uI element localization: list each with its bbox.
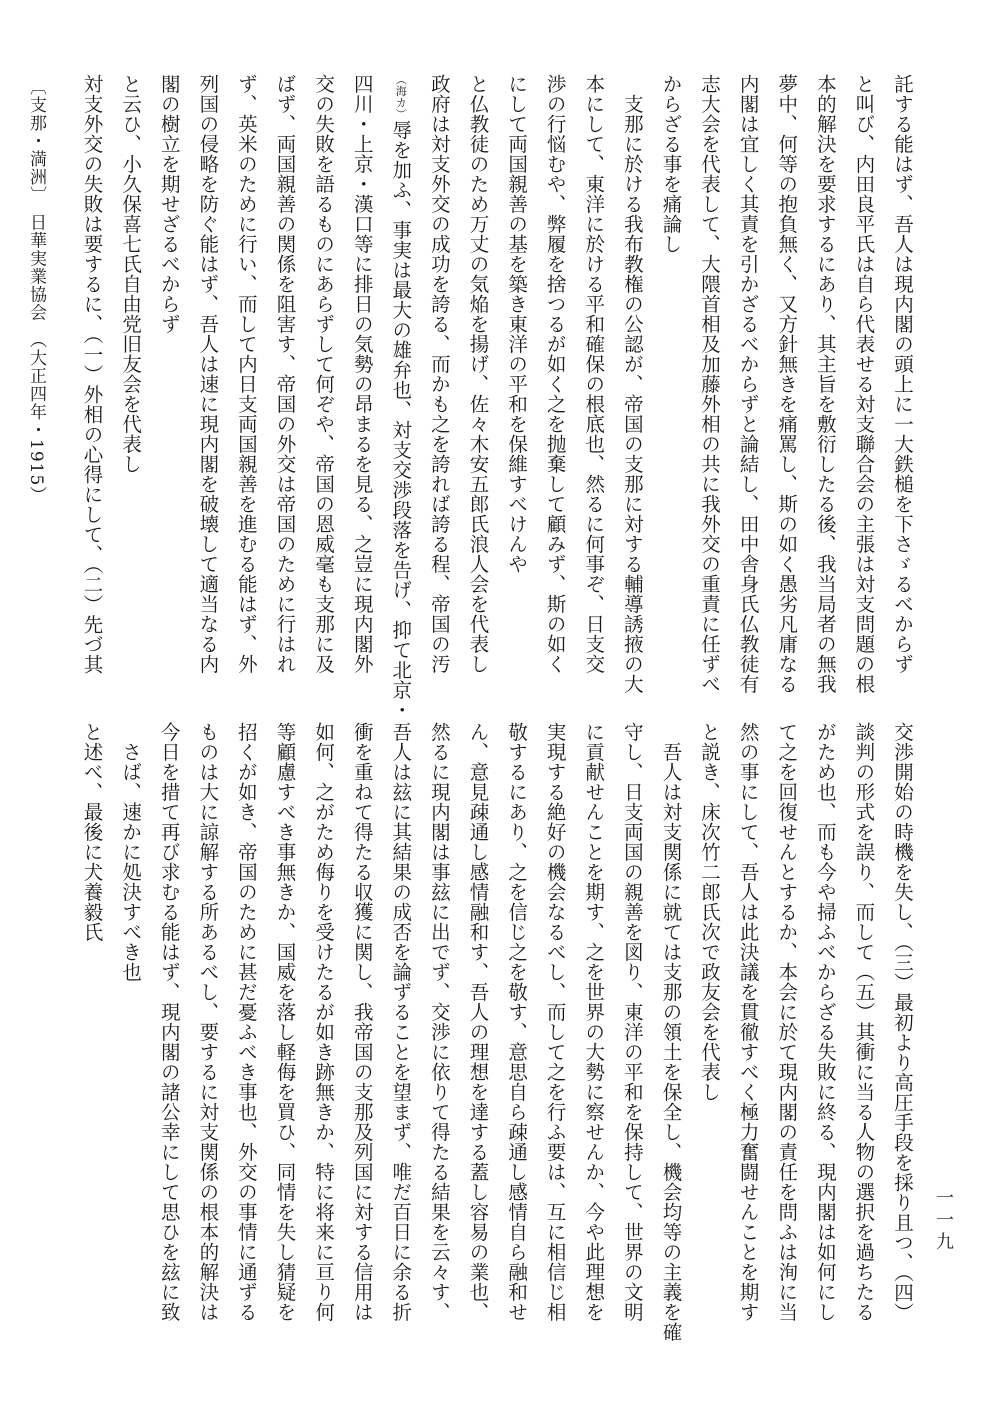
text-column: 然の事にして、吾人は此決議を貫徹すべく極力奮闘せんことを期す: [736, 722, 760, 1322]
text-column: と云ひ、小久保喜七氏自由党旧友会を代表し: [119, 74, 143, 474]
text-column: がため也、而も今や掃ふべからざる失敗に終る、現内閣は如何にし: [813, 722, 837, 1322]
text-column: ず、英米のために行い、而して内日支両国親善を進むる能はず、外: [234, 74, 258, 674]
text-column: 今日を措て再び求むる能はず、現内閣の諸公幸にして思ひを玆に致: [157, 722, 181, 1322]
text-column: 談判の形式を誤り、而して（五）其衝に当る人物の選択を過ちたる: [852, 722, 876, 1322]
text-column: て之を回復せんとするか、本会に於て現内閣の責任を問ふは洵に当: [775, 722, 799, 1322]
text-column: 実現する絶好の機会なるべし、而して之を行ふ要は、互に相信じ相: [543, 722, 567, 1322]
page-number: 一一九: [933, 1188, 954, 1254]
text-column: に貢献せんことを期す、之を世界の大勢に察せんか、今や此理想を: [582, 722, 606, 1322]
text-column-body: 辱を加ふ、事実は最大の雄弁也、対支交渉段落を告げ、抑て北京・: [389, 120, 413, 720]
text-column: 本にして、東洋に於ける平和確保の根底也、然るに何事ぞ、日支交: [582, 74, 606, 674]
upper-text-block: [72, 74, 921, 720]
text-column: にして両国親善の基を築き東洋の平和を保維すべけんや: [505, 74, 529, 574]
text-column: 列国の侵略を防ぐ能はず、吾人は速に現内閣を破壊して適当なる内: [196, 74, 220, 674]
ruby-note: （海カ）: [394, 74, 408, 120]
text-column: 如何、之がため侮りを受けたるが如き跡無きか、特に将来に亘り何: [312, 722, 336, 1322]
text-column: 等顧慮すべき事無きか、国威を落し軽侮を買ひ、同情を失し猜疑を: [273, 722, 297, 1322]
text-column: ばず、両国親善の関係を阻害す、帝国の外交は帝国のために行はれ: [273, 74, 297, 674]
text-column: 敬するにあり、之を信じ之を敬す、意思自ら疎通し感情自ら融和せ: [505, 722, 529, 1322]
text-column: 然るに現内閣は事玆に出でず、交渉に依りて得たる結果を云々す、: [427, 722, 451, 1322]
text-column: と叫び、内田良平氏は自ら代表せる対支聯合会の主張は対支問題の根: [852, 74, 876, 694]
text-column: 夢中、何等の抱負無く、又方針無きを痛罵し、斯の如く愚劣凡庸なる: [775, 74, 799, 694]
text-column: [381, 74, 420, 720]
text-column: と述べ、最後に犬養毅氏: [80, 722, 104, 942]
text-column: 吾人は対支関係に就ては支那の領土を保全し、機会均等の主義を確: [659, 722, 683, 1342]
text-column: と説き、床次竹二郎氏次で政友会を代表し: [698, 722, 722, 1102]
text-column: 託する能はず、吾人は現内閣の頭上に一大鉄槌を下さゞるべからず: [891, 74, 914, 674]
text-column: 本的解決を要求するにあり、其主旨を敷衍したる後、我当局者の無我: [813, 74, 837, 694]
text-column: 交の失敗を語るものにあらずして何ぞや、帝国の恩威毫も支那に及: [312, 74, 336, 674]
text-column: 守し、日支両国の親善を図り、東洋の平和を保持して、世界の文明: [620, 722, 644, 1322]
text-column: 支那に於ける我布教権の公認が、帝国の支那に対する輔導誘掖の大: [620, 74, 644, 694]
text-column: 交渉開始の時機を失し、（三）最初より高圧手段を採り且つ、（四）: [891, 722, 914, 1323]
text-column: 対支外交の失敗は要するに、（一）外相の心得にして、（二）先づ其: [80, 74, 104, 675]
text-column: と仏教徒のため万丈の気焔を揚げ、佐々木安五郎氏浪人会を代表し: [466, 74, 490, 674]
text-column: ものは大に諒解する所あるべし、要するに対支関係の根本的解決は: [196, 722, 220, 1322]
text-column: 四川・上京・漢口等に排日の気勢の昂まるを見る、之豈に現内閣外: [350, 74, 374, 674]
text-column: からざる事を痛論し: [659, 74, 683, 254]
text-column: ん、意見疎通し感情融和す、吾人の理想を達する蓋し容易の業也、: [466, 722, 490, 1322]
text-column: 閣の樹立を期せざるべからず: [157, 74, 181, 334]
text-column: 吾人は玆に其結果の成否を論ずることを望まず、唯だ百日に余る折: [389, 722, 413, 1322]
lower-text-block: [72, 722, 921, 1362]
text-column: 政府は対支外交の成功を誇る、而かも之を誇れば誇る程、帝国の汚: [427, 74, 451, 674]
text-column: さば、速かに処決すべき也: [119, 722, 143, 982]
text-column: 衝を重ねて得たる収獲に関し、我帝国の支那及列国に対する信用は: [350, 722, 374, 1322]
running-footer: 〔支那・満洲〕 日華実業協会 （大正四年・1915）: [26, 78, 46, 505]
text-column: 渉の行悩むや、弊履を捨つるが如く之を抛棄して顧みず、斯の如く: [543, 74, 567, 674]
text-column: 志大会を代表して、大隈首相及加藤外相の共に我外交の重責に任ずべ: [698, 74, 722, 694]
text-column: 内閣は宜しく其責を引かざるべからずと論結し、田中舎身氏仏教徒有: [736, 74, 760, 694]
text-column: 招くが如き、帝国のために甚だ憂ふべき事也、外交の事情に通ずる: [234, 722, 258, 1322]
